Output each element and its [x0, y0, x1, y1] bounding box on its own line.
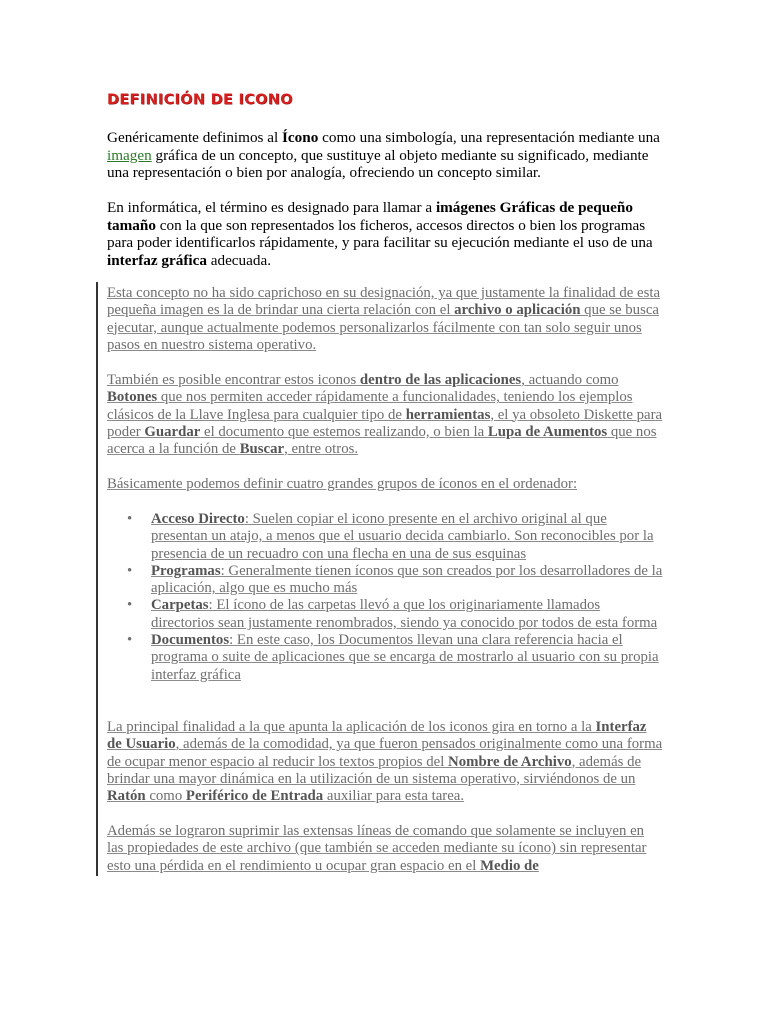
bold-term: dentro de las aplicaciones: [359, 372, 522, 388]
bold-term: Programas: [151, 562, 221, 579]
quoted-text: [107, 823, 646, 874]
text-span: con la que son representados los ficheros, accesos directos o bien los programas para poder identificarlos rápidamente, y para facilitar su ejecución mediante el uso de una: [107, 216, 653, 252]
bold-term: Lupa de Aumentos: [487, 423, 608, 440]
definition-paragraph: [107, 129, 667, 182]
text-span: auxiliar para esta tarea.: [323, 788, 465, 805]
quoted-text: Básicamente podemos definir cuatro grandes grupos de íconos en el ordenador:: [107, 476, 578, 492]
text-span: gráfica de un concepto, que sustituye al objeto mediante su significado, mediante una representación o bien por analogía, ofreciendo un concepto similar.: [107, 146, 649, 182]
bold-term: Botones: [107, 389, 158, 406]
bold-term: Medio de: [480, 857, 539, 874]
text-span: que nos permiten acceder rápidamente a funcionalidades, teniendo los ejemplos clásicos de la Llave Inglesa para cualquier tipo de: [107, 389, 633, 423]
text-span: que nos acerca a la función de: [107, 423, 657, 458]
bold-term: archivo o aplicación: [454, 302, 581, 319]
text-span: , actuando como: [521, 372, 619, 388]
text-span: : El ícono de las carpetas llevó a que los originariamente llamados directorios sean justamente renombrados, siendo ya conocido por todos de esta forma: [151, 597, 658, 631]
text-span: , entre otros.: [284, 441, 359, 458]
bold-term: Guardar: [144, 423, 201, 440]
bullet: •: [127, 597, 133, 614]
bold-term: Buscar: [239, 441, 285, 458]
list-item-text: [151, 632, 659, 683]
text-span: , el ya obsoleto Diskette para poder: [107, 406, 663, 440]
text-span: , además de la comodidad, ya que fueron pensados originalmente como una forma de ocupar menor espacio al reducir los textos propios del: [107, 736, 663, 770]
bold-term: Documentos: [151, 632, 230, 649]
quoted-text: [107, 372, 662, 457]
bold-term: Periférico de Entrada: [185, 788, 324, 805]
text-span: el documento que estemos realizando, o bien la: [200, 423, 488, 440]
quoted-text: [107, 719, 662, 804]
quoted-paragraph-concept: [107, 285, 663, 354]
icon-groups-list: [107, 511, 667, 684]
bullet: •: [127, 511, 133, 527]
quoted-paragraph-groups: [107, 476, 663, 493]
text-span: Esta concepto no ha sido caprichoso en su designación, ya que justamente la finalidad de esta pequeña imagen es la de brindar una cierta relación con el: [107, 285, 661, 319]
text-span: : Suelen copiar el icono presente en el archivo original al que presentan un atajo, a menos que el usuario decida cambiarlo. Son reconocibles por la presencia de un recuadro con una flecha en una de sus esquinas: [151, 511, 654, 562]
informatics-paragraph: [107, 199, 667, 269]
list-item: [107, 632, 667, 684]
bold-term: herramientas: [405, 406, 491, 423]
list-item: [107, 563, 667, 598]
bold-term: Ícono: [282, 129, 319, 146]
text-span: como: [145, 788, 186, 805]
quote-bar: [96, 282, 98, 876]
text-span: : En este caso, los Documentos llevan una clara referencia hacia el programa o suite de aplicaciones que se encarga de mostrarlo al usuario con su propia interfaz gráfica: [151, 632, 659, 683]
bullet: •: [127, 632, 133, 649]
bold-term: Interfaz de Usuario: [107, 719, 647, 753]
text-span: En informática, el término es designado para llamar a: [107, 199, 436, 216]
text-span: : Generalmente tienen íconos que son creados por los desarrolladores de la aplicación, algo que es mucho más: [151, 562, 663, 597]
text-span: que se busca ejecutar, aunque actualmente podemos personalizarlos fácilmente con tan solo seguir unos pasos en nuestro sistema operativo.: [107, 302, 659, 353]
list-item-text: [151, 563, 662, 596]
quoted-text: [107, 285, 660, 353]
bold-term: imágenes Gráficas de pequeño tamaño: [107, 199, 633, 234]
text-span: También es posible encontrar estos iconos: [107, 372, 360, 388]
quoted-paragraph-applications: [107, 372, 663, 458]
text-span: La principal finalidad a la que apunta la aplicación de los iconos gira en torno a la: [107, 719, 596, 735]
bullet: •: [127, 562, 133, 579]
bold-term: Carpetas: [151, 597, 209, 614]
text-span: , además de brindar una mayor dinámica en la utilización de un sistema operativo, sirviéndonos de un: [107, 753, 642, 787]
bold-term: interfaz gráfica: [107, 251, 207, 269]
bold-term: Acceso Directo: [151, 511, 245, 527]
text-span: adecuada.: [206, 251, 272, 269]
list-item: [107, 511, 667, 563]
text-span: Genéricamente definimos al: [107, 129, 283, 146]
quoted-paragraph-commands: [107, 823, 663, 875]
text-span: Además se lograron suprimir las extensas líneas de comando que solamente se incluyen en las propiedades de este archivo (que también se acceden mediante su ícono) sin representar esto una pérdida en el rendimiento u ocupar gran espacio en el: [107, 823, 647, 874]
imagen-link[interactable]: imagen: [107, 146, 152, 164]
text-span: como una simbología, una representación mediante una: [318, 129, 660, 146]
bold-term: Ratón: [107, 788, 146, 805]
list-item: [107, 597, 667, 632]
list-item-text: [151, 511, 654, 562]
quoted-paragraph-interface: [107, 719, 663, 805]
bold-term: Nombre de Archivo: [448, 753, 572, 770]
page-title: DEFINICIÓN DE ICONO: [107, 92, 293, 108]
list-item-text: [151, 597, 657, 630]
